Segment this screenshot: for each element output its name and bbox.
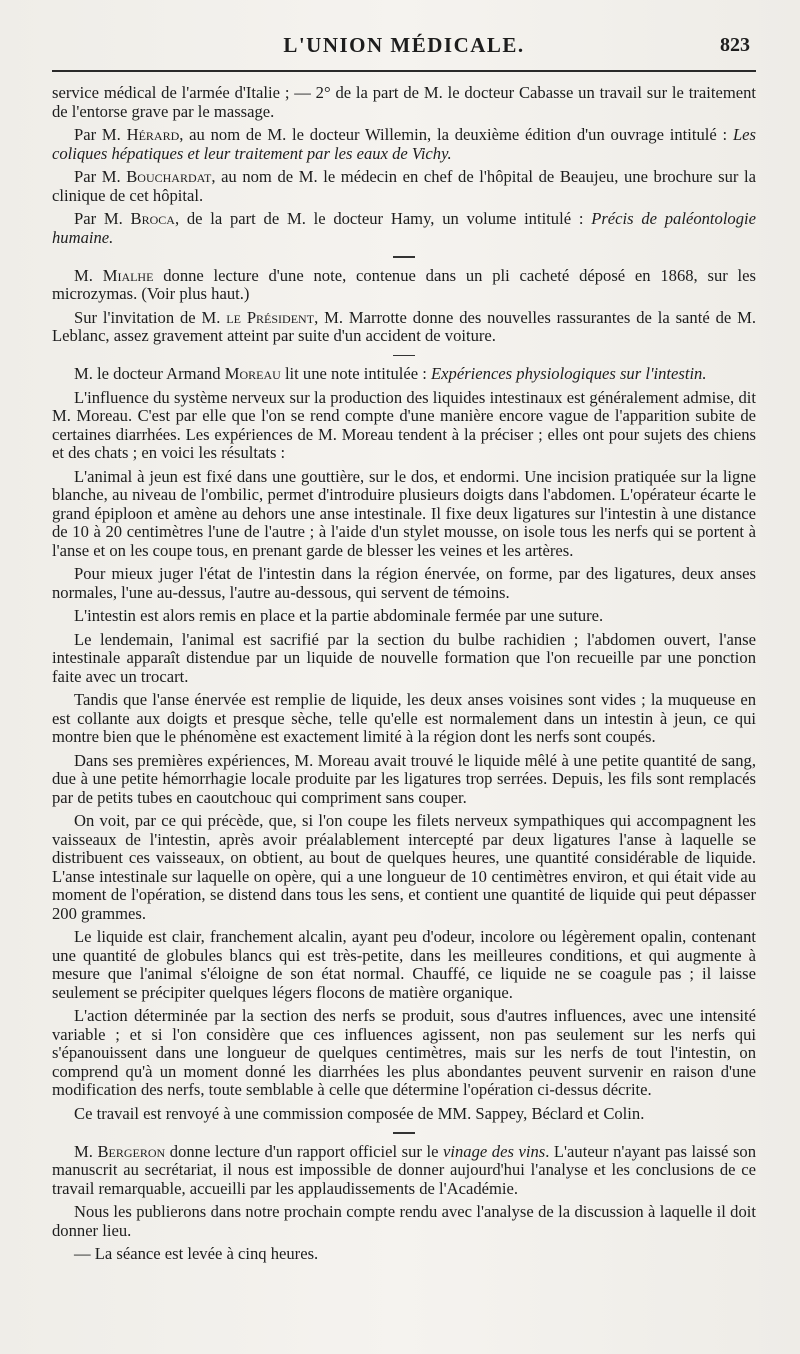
person-name: Mialhe (102, 265, 154, 285)
paragraph: L'action déterminée par la section des nerfs se produit, sous d'autres influences, avec une intensité variable ; et si l'on considère que ces influences agissent, non pas seulement sur les nerfs qui s'épanouissent dans une longueur de quelques centimètres, mais sur les nerfs de tout l'intestin, on comprend qu'à un moment donné les diarrhées les plus abondantes peuvent survenir en raison d'une modification des nerfs, toute semblable à celle que détermine l'opération ci-dessus décrite. (52, 1006, 756, 1099)
person-name: Bouchardat (126, 167, 212, 186)
page-header (52, 0, 756, 72)
section-separator (393, 256, 415, 258)
article-body (52, 72, 756, 1264)
paragraph: Dans ses premières expériences, M. Moreau avait trouvé le liquide mêlé à une petite quantité de sang, due à une petite hémorrhagie locale produite par les ligatures trop serrées. Depuis, les fils sont remplacés par de petits tubes en caoutchouc qui compriment sans couper. (52, 750, 756, 807)
paragraph: Le liquide est clair, franchement alcalin, ayant peu d'odeur, incolore ou légèrement opalin, contenant une quantité de globules blancs qui est très-petite, dans les meilleures conditions, et qui augmente à mesure que l'animal s'éloigne de son état normal. Chauffé, ce liquide ne se coagule pas ; il laisse seulement se précipiter quelques légers flocons de matière organique. (52, 927, 756, 1002)
paragraph: service médical de l'armée d'Italie ; — 2° de la part de M. le docteur Cabasse un travail sur le traitement de l'entorse grave par le massage. (52, 83, 756, 121)
person-name: Hérard (126, 125, 180, 144)
paragraph: Le lendemain, l'animal est sacrifié par la section du bulbe rachidien ; l'abdomen ouvert, l'anse intestinale apparaît distendue par un liquide de nouvelle formation que l'on recueille par une ponction faite avec un trocart. (52, 629, 756, 686)
paragraph: Par M. Hérard, au nom de M. le docteur Willemin, la deuxième édition d'un ouvrage intitulé : Les coliques hépatiques et leur traitement par les eaux de Vichy. (52, 125, 756, 163)
work-title: Expériences physiologiques sur l'intestin. (431, 364, 707, 383)
paragraph: Sur l'invitation de M. le Président, M. Marrotte donne des nouvelles rassurantes de la santé de M. Leblanc, assez gravement atteint par suite d'un accident de voiture. (52, 307, 756, 345)
header-rule (52, 70, 756, 72)
person-name: Moreau (224, 364, 281, 383)
section-separator (393, 1132, 415, 1134)
paragraph: L'intestin est alors remis en place et la partie abdominale fermée par une suture. (74, 606, 604, 625)
paragraph: On voit, par ce qui précède, que, si l'on coupe les filets nerveux sympathiques qui accompagnent les vaisseaux de l'intestin, après avoir préalablement intercepté par deux ligatures l'anse à laquelle se distribuent ces vaisseaux, on obtient, au bout de quelques heures, une quantité considérable de liquide. L'anse intestinale sur laquelle on opère, qui a une longueur de 10 centimètres environ, et qui était vide au moment de l'opération, se distend dans tous les sens, et contient une quantité de liquide qui peut dépasser 200 grammes. (52, 811, 756, 923)
person-name: Broca (130, 209, 175, 228)
paragraph: L'animal à jeun est fixé dans une gouttière, sur le dos, et endormi. Une incision pratiquée sur la ligne blanche, au niveau de l'ombilic, permet d'introduire plusieurs doigts dans l'abdomen. L'opérateur écarte le grand épiploon et amène au dehors une anse intestinale. Il fixe deux ligatures sur l'intestin à une distance de 10 à 20 centimètres l'une de l'autre ; à l'aide d'un stylet mousse, on isole tous les nerfs qui se portent à l'anse et on les coupe tous, en prenant garde de blesser les veines et les artères. (52, 466, 756, 560)
work-title: Les coliques hépatiques et leur traitement par les eaux de Vichy. (52, 125, 756, 163)
paragraph: M. le docteur Armand Moreau lit une note intitulée : Expériences physiologiques sur l'intestin. (74, 364, 707, 383)
paragraph: Pour mieux juger l'état de l'intestin dans la région énervée, on forme, par des ligatures, deux anses normales, l'une au-dessus, l'autre au-dessous, qui servent de témoins. (52, 564, 756, 602)
section-separator (393, 355, 415, 357)
paragraph: Par M. Bouchardat, au nom de M. le médecin en chef de l'hôpital de Beaujeu, une brochure sur la clinique de cet hôpital. (52, 167, 756, 205)
closing-line: — La séance est levée à cinq heures. (74, 1244, 319, 1263)
paragraph: Tandis que l'anse énervée est remplie de liquide, les deux anses voisines sont vides ; la muqueuse en est collante aux doigts et presque sèche, telle qu'elle est normalement dans un intestin à jeun, ce qui montre bien que le phénomène est exactement limité à la région dont les nerfs sont coupés. (52, 690, 756, 746)
paragraph: M. Mialhe donne lecture d'une note, contenue dans un pli cacheté déposé en 1868, sur les microzymas. (Voir plus haut.) (52, 265, 756, 303)
work-title: vinage des vins (443, 1141, 546, 1161)
person-name: Bergeron (97, 1141, 166, 1161)
work-title: Précis de paléontologie humaine. (52, 209, 757, 247)
running-title: L'UNION MÉDICALE. (283, 33, 525, 57)
page-number: 823 (720, 34, 750, 56)
person-name: le Président (226, 307, 315, 327)
paragraph: M. Bergeron donne lecture d'un rapport officiel sur le vinage des vins. L'auteur n'ayant pas laissé son manuscrit au secrétariat, il nous est impossible de donner aujourd'hui l'analyse et les conclusions de ce travail remarquable, accueilli par les applaudissements de l'Académie. (52, 1141, 756, 1198)
paragraph: Ce travail est renvoyé à une commission composée de MM. Sappey, Béclard et Colin. (74, 1103, 645, 1123)
paragraph: L'influence du système nerveux sur la production des liquides intestinaux est généralement admise, dit M. Moreau. C'est par elle que l'on se rend compte d'une manière encore vague de l'apparition subite de certaines diarrhées. Les expériences de M. Moreau tendent à la préciser ; elles ont pour sujets des chiens et des chats ; en voici les résultats : (52, 387, 756, 462)
paragraph: Par M. Broca, de la part de M. le docteur Hamy, un volume intitulé : Précis de paléontologie humaine. (52, 209, 757, 247)
paragraph: Nous les publierons dans notre prochain compte rendu avec l'analyse de la discussion à laquelle il doit donner lieu. (52, 1202, 756, 1240)
